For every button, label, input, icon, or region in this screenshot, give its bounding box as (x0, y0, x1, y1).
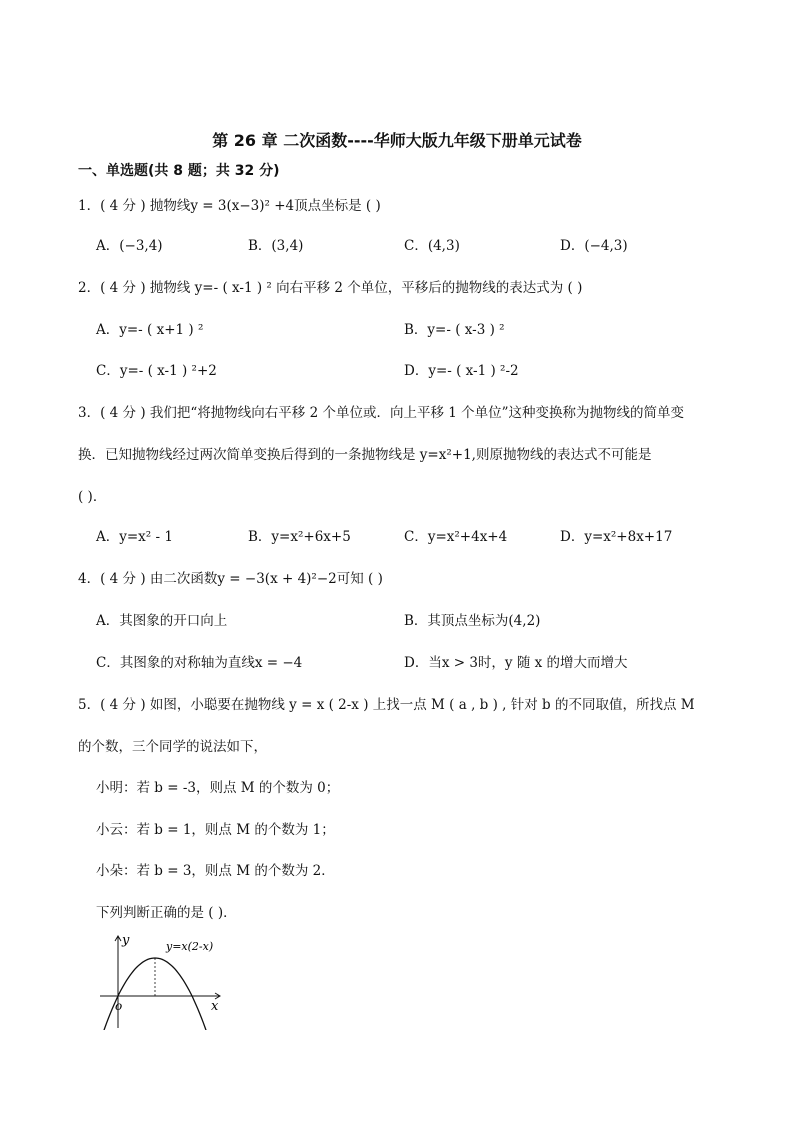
question-3-line-2: 换．已知抛物线经过两次简单变换后得到的一条抛物线是 y=x²+1,则原抛物线的表达式不可能是 (78, 447, 652, 463)
question-1-stem: 1．( 4 分 ) 抛物线y = 3(x−3)² +4顶点坐标是 ( ) (78, 198, 381, 214)
question-2-option-a[interactable]: A．y=- ( x+1 ) ² (96, 322, 204, 338)
question-2-option-c[interactable]: C．y=- ( x-1 ) ²+2 (96, 363, 217, 379)
question-4-stem: 4．( 4 分 ) 由二次函数y = −3(x + 4)²−2可知 ( ) (78, 571, 383, 587)
question-3-line-1: 3．( 4 分 ) 我们把“将抛物线向右平移 2 个单位或．向上平移 1 个单位”这种变换称为抛物线的简单变 (78, 405, 685, 421)
question-3-option-a[interactable]: A．y=x² - 1 (96, 529, 173, 545)
question-4-option-c[interactable]: C．其图象的对称轴为直线x = −4 (96, 655, 303, 671)
y-axis-label: y (122, 933, 130, 948)
question-4-option-d[interactable]: D．当x > 3时，y 随 x 的增大而增大 (404, 655, 628, 671)
question-5-statement-2: 小云：若 b = 1，则点 M 的个数为 1； (96, 822, 335, 838)
question-2-stem: 2．( 4 分 ) 抛物线 y=- ( x-1 ) ² 向右平移 2 个单位，平移后的抛物线的表达式为 ( ) (78, 280, 583, 296)
question-5-line-1: 5．( 4 分 ) 如图，小聪要在抛物线 y = x ( 2-x ) 上找一点 M ( a , b ) , 针对 b 的不同取值，所找点 M (78, 697, 695, 713)
question-3-option-c[interactable]: C．y=x²+4x+4 (404, 529, 508, 545)
parabola-figure (96, 930, 226, 1030)
question-3-option-b[interactable]: B．y=x²+6x+5 (248, 529, 351, 545)
question-1-option-c[interactable]: C．(4,3) (404, 238, 460, 254)
question-4-option-b[interactable]: B．其顶点坐标为(4,2) (404, 613, 541, 629)
question-5-statement-3: 小朵：若 b = 3，则点 M 的个数为 2． (96, 863, 335, 879)
question-1-option-a[interactable]: A．(−3,4) (96, 238, 163, 254)
question-5-ask: 下列判断正确的是 ( )． (96, 905, 237, 921)
question-1-option-b[interactable]: B．(3,4) (248, 238, 304, 254)
x-axis-label: x (211, 999, 219, 1014)
question-2-option-b[interactable]: B．y=- ( x-3 ) ² (404, 322, 505, 338)
section-heading: 一、单选题(共 8 题；共 32 分) (78, 163, 280, 179)
question-5-line-2: 的个数，三个同学的说法如下， (78, 739, 267, 755)
question-1-option-d[interactable]: D．(−4,3) (560, 238, 628, 254)
question-3-line-3: ( )． (78, 489, 107, 505)
question-4-option-a[interactable]: A．其图象的开口向上 (96, 613, 228, 629)
question-5-statement-1: 小明：若 b = -3，则点 M 的个数为 0； (96, 780, 340, 796)
question-2-option-d[interactable]: D．y=- ( x-1 ) ²-2 (404, 363, 519, 379)
origin-label: o (115, 999, 123, 1013)
curve-label: y=x(2-x) (166, 940, 214, 953)
question-3-option-d[interactable]: D．y=x²+8x+17 (560, 529, 673, 545)
page-title: 第 26 章 二次函数----华师大版九年级下册单元试卷 (212, 131, 582, 150)
